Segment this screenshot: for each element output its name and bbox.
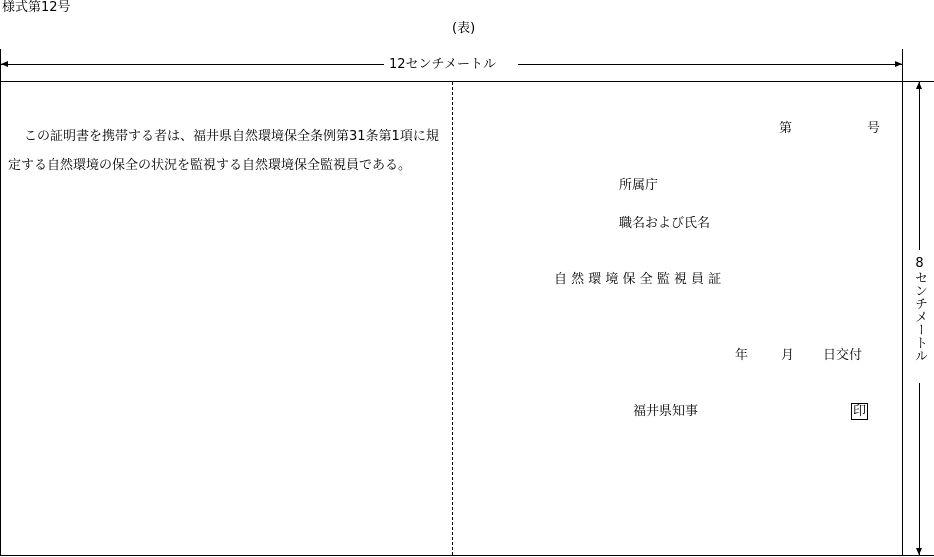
certificate-title: 自 然 環 境 保 全 監 視 員 証: [554, 272, 722, 287]
height-dim-arrow-bottom: [916, 548, 922, 555]
affiliation-label: 所属庁: [619, 178, 659, 193]
date-month: 月: [781, 348, 795, 363]
seal-mark: 印: [853, 404, 867, 419]
issuer-name: 福井県知事: [633, 404, 699, 419]
height-dim-line-top: [919, 82, 920, 250]
form-number: 様式第12号: [2, 0, 71, 15]
card-bottom-border: [0, 555, 934, 556]
height-dim-line-bottom: [919, 383, 920, 555]
fold-line: [452, 82, 453, 555]
card-top-border: [0, 81, 934, 82]
number-prefix: 第: [779, 121, 793, 136]
width-dim-arrow-right: [895, 61, 902, 67]
number-suffix: 号: [867, 121, 881, 136]
height-dimension-label: 8センチメートル: [912, 256, 927, 362]
width-dim-line-right: [518, 64, 902, 65]
position-name-label: 職名および氏名: [619, 216, 711, 231]
side-label: (表): [452, 21, 476, 36]
card-right-border: [902, 81, 903, 556]
width-dim-line-left: [1, 64, 384, 65]
certificate-body-text: この証明書を携帯する者は、福井県自然環境保全条例第31条第1項に規定する自然環境の保全の状況を監視する自然環境保全監視員である。: [8, 129, 439, 173]
width-dim-tick-right: [902, 49, 903, 81]
width-dimension-label: 12センチメートル: [389, 57, 497, 72]
date-year: 年: [735, 348, 749, 363]
width-dim-arrow-left: [1, 61, 8, 67]
card-left-border: [0, 81, 1, 556]
date-issued: 日交付: [823, 348, 863, 363]
height-dim-arrow-top: [916, 82, 922, 89]
